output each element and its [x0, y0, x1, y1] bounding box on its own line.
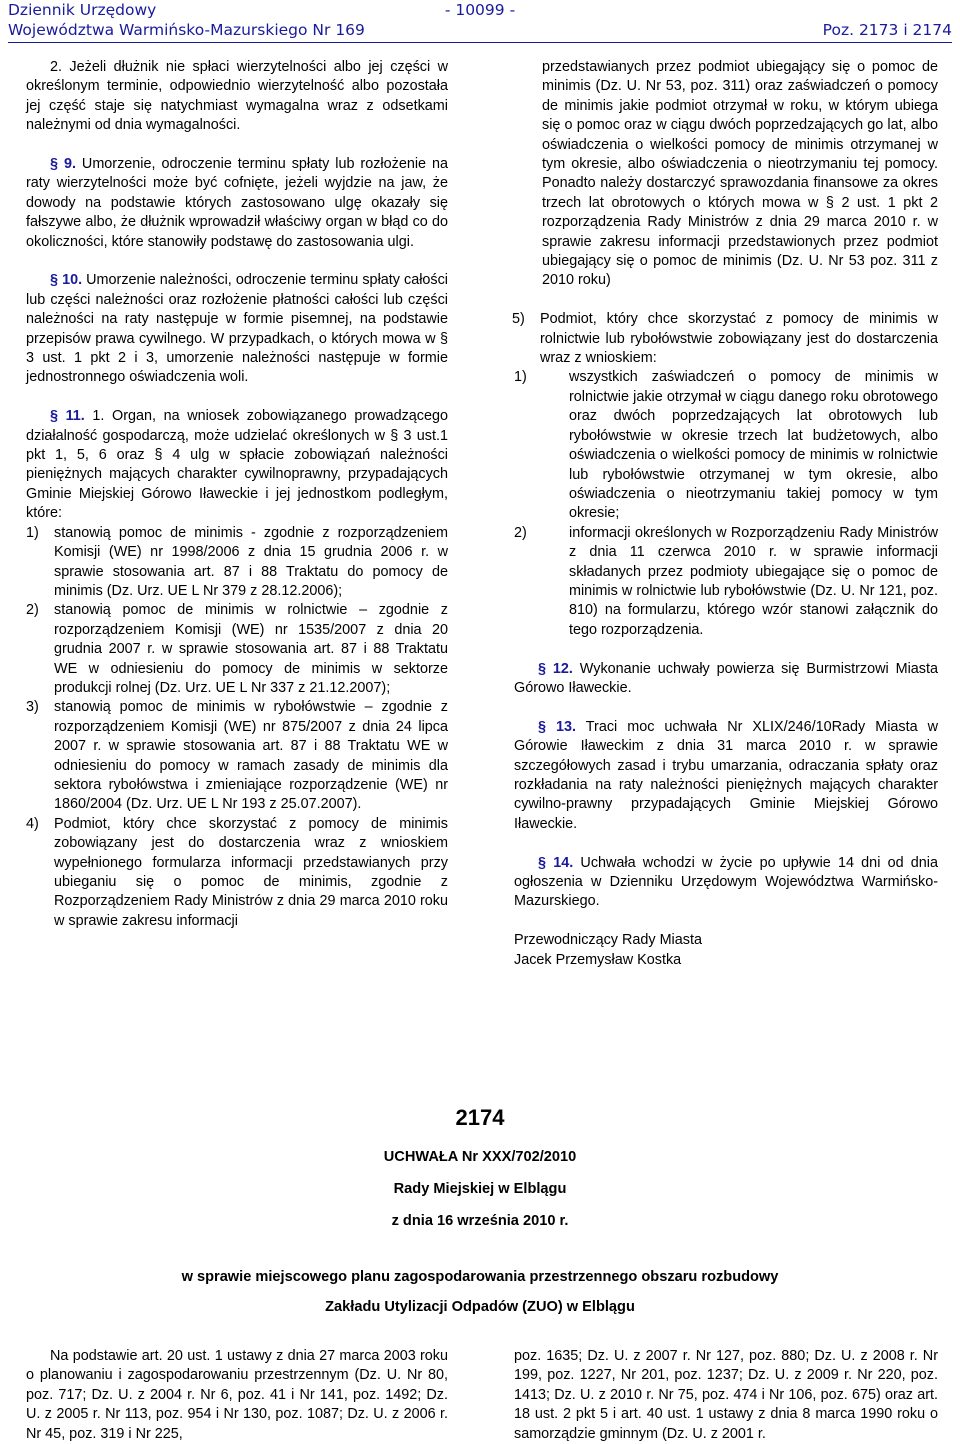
list-item-number: 4) — [26, 815, 39, 832]
sub-item-number: 2) — [514, 524, 527, 541]
list-item-text: stanowią pomoc de minimis - zgodnie z rozporządzeniem Komisji (WE) nr 1998/2006 z dnia 15 grudnia 2006 r. w sprawie stosowania art. 87 i 88 Traktatu do pomocy de minimis (Dz. Urz. UE L Nr 379 z 28.12.2006); — [54, 524, 448, 599]
list-item-5 — [514, 310, 938, 368]
section-12-text: Wykonanie uchwały powierza się Burmistrzowi Miasta Górowo Iławeckie. — [514, 660, 938, 696]
preamble-left: Na podstawie art. 20 ust. 1 ustawy z dnia 27 marca 2003 roku o planowaniu i zagospodarowaniu przestrzennym (Dz. U. Nr 80, poz. 717; Dz. U. z 2004 r. Nr 6, poz. 41 i Nr 141, poz. 1492; Dz. U. z 2005 r. Nr 113, poz. 954 i Nr 130, poz. 1087; Dz. U. z 2006 r. Nr 45, poz. 319 i Nr 225, — [26, 1348, 448, 1442]
bottom-left-column — [26, 1347, 448, 1444]
resolution-council: Rady Miejskiej w Elblągu — [393, 1181, 567, 1197]
list-item — [26, 524, 448, 602]
page-number: - 10099 - — [444, 1, 516, 19]
section-10-number: § 10. — [50, 272, 83, 289]
resolution-title: UCHWAŁA Nr XXX/702/2010 — [383, 1149, 577, 1165]
section-9-number: § 9. — [50, 156, 76, 173]
resolution-subject-line-1: w sprawie miejscowego planu zagospodarowania przestrzennego obszaru rozbudowy — [181, 1269, 779, 1285]
sub-item — [514, 368, 938, 523]
section-9 — [26, 155, 448, 252]
section-12-number: § 12. — [538, 660, 573, 677]
list-item-text: stanowią pomoc de minimis w rybołówstwie – zgodnie z rozporządzeniem Komisji (WE) nr 875/2007 z dnia 24 lipca 2007 r. w sprawie stosowania art. 87 i 88 Traktatu WE w odniesieniu do pomocy w ramach zasady de minimis dla sektora rybołówstwa i zmieniające rozporządzenie (WE) nr 1860/2004 (Dz. Urz. UE L Nr 193 z 25.07.2007). — [54, 699, 448, 813]
section-11-number: § 11. — [50, 408, 85, 425]
list-item-text: Podmiot, który chce skorzystać z pomocy de minimis w rolnictwie lub rybołówstwie zobowiązany jest do dostarczenia wraz z wnioskiem: — [540, 311, 938, 367]
list-item-number: 3) — [26, 699, 39, 716]
right-column — [514, 58, 938, 970]
signature-title: Przewodniczący Rady Miasta — [514, 932, 702, 949]
sub-item-text: informacji określonych w Rozporządzeniu Rady Ministrów z dnia 11 czerwca 2010 r. w sprawie informacji składanych przez podmioty ubiegające się o pomoc de minimis w rolnictwie lub rybołówstwie (Dz. U. Nr 121, poz. 810) na formularzu, którego wzór stanowi załącznik do tego rozporządzenia. — [569, 524, 938, 638]
list-item — [26, 698, 448, 814]
list-item — [26, 601, 448, 698]
section-10 — [26, 271, 448, 387]
journal-title: Dziennik Urzędowy — [8, 1, 157, 19]
page-header — [0, 0, 960, 44]
resolution-subject-line-2: Zakładu Utylizacji Odpadów (ZUO) w Elblągu — [325, 1299, 635, 1315]
bottom-right-column — [514, 1347, 938, 1444]
resolution-number: 2174 — [455, 1105, 505, 1130]
paragraph-2: 2. Jeżeli dłużnik nie spłaci wierzytelności albo jej części w określonym terminie, odpowiednio wierzytelność albo pozostała jej część staje się natychmiast wymagalna wraz z odsetkami należnymi od dnia wymagalności. — [26, 59, 448, 134]
voivodeship-issue: Województwa Warmińsko-Mazurskiego Nr 169 — [8, 21, 365, 39]
preamble-right: poz. 1635; Dz. U. z 2007 r. Nr 127, poz. 880; Dz. U. z 2008 r. Nr 199, poz. 1227, Nr 201, poz. 1237; Dz. U. z 2009 r. Nr 220, poz. 1413; Dz. U. z 2010 r. Nr 75, poz. 474 i Nr 106, poz. 675) oraz art. 18 ust. 2 pkt 5 i art. 40 ust. 1 ustawy z dnia 8 marca 1990 roku o samorządzie gminnym (Dz. U. z 2001 r. — [514, 1348, 938, 1442]
sub-item-number: 1) — [514, 369, 527, 386]
position-numbers: Poz. 2173 i 2174 — [822, 21, 952, 39]
resolution-date: z dnia 16 września 2010 r. — [391, 1213, 569, 1229]
section-14 — [514, 854, 938, 912]
left-column — [26, 58, 448, 931]
list-item-text: Podmiot, który chce skorzystać z pomocy de minimis zobowiązany jest do dostarczenia wraz z wnioskiem wypełnionego formularza informacji przedstawianych przy ubieganiu się o pomoc de minimis, zgodnie z Rozporządzeniem Rady Ministrów z dnia 29 marca 2010 roku w sprawie zakresu informacji — [54, 815, 448, 929]
section-13-text: Traci moc uchwała Nr XLIX/246/10Rady Miasta w Górowie Iławeckim z dnia 31 marca 2010 r. w sprawie szczegółowych zasad i trybu umarzania, odraczania spłaty oraz rozkładania na raty należności pieniężnych mających charakter cywilno-prawny przypadających Gminie Miejskiej Górowo Iławeckie. — [514, 718, 938, 832]
section-13-number: § 13. — [538, 718, 577, 735]
sub-item-text: wszystkich zaświadczeń o pomocy de minimis w rolnictwie jakie otrzymał w ciągu danego roku obrotowego oraz dwóch poprzedzających lat obrotowych lub rybołówstwie w okresie trzech lat budżetowych, albo oświadczenia o wielkości pomocy de minimis w rolnictwie lub rybołówstwie otrzymanej w tym okresie, albo oświadczenia o nieotrzymaniu takiej pomocy w tym okresie; — [569, 369, 938, 522]
section-14-number: § 14. — [538, 854, 574, 871]
section-14-text: Uchwała wchodzi w życie po upływie 14 dni od dnia ogłoszenia w Dzienniku Urzędowym Województwa Warmińsko-Mazurskiego. — [514, 854, 939, 910]
section-10-text: Umorzenie należności, odroczenie terminu spłaty całości lub części należności oraz rozłożenie płatności całości lub części należności na raty następuje w formie pisemnej, na podstawie przepisów prawa cywilnego. W przypadkach, o których mowa w § 3 ust. 1 pkt 2 i 3, umorzenie należności następuje w formie jednostronnego oświadczenia woli. — [26, 272, 449, 386]
list-item-text: stanowią pomoc de minimis w rolnictwie – zgodnie z rozporządzeniem Komisji (WE) nr 1535/2007 z dnia 20 grudnia 2007 r. w sprawie stosowania art. 87 i 88 Traktatu WE w odniesieniu do pomocy de minimis w sektorze produkcji rolnej (Dz. Urz. UE L Nr 337 z 21.12.2007); — [54, 602, 448, 696]
signature-name: Jacek Przemysław Kostka — [514, 951, 682, 968]
list-item-number: 5) — [512, 311, 525, 328]
section-13 — [514, 718, 938, 834]
sub-item — [514, 524, 938, 640]
section-11-text: 1. Organ, na wniosek zobowiązanego prowadzącego działalność gospodarczą, może udzielać określonych w § 3 ust.1 pkt 1, 5, 6 oraz § 4 ulg w spłacie zobowiązań należności pieniężnych mających charakter cywilnoprawny, przypadających Gminie Miejskiej Górowo Iławeckie i jej jednostkom podległym, które: — [26, 408, 448, 522]
section-9-text: Umorzenie, odroczenie terminu spłaty lub rozłożenie na raty wierzytelności może być cofnięte, jeżeli wyjdzie na jaw, że dowody na podstawie których zastosowano ulgę okazały się fałszywe albo, że dłużnik wprowadził właściwy organ w błąd co do okoliczności, które stanowiły podstawę do zastosowania ulgi. — [26, 156, 448, 250]
section-11 — [26, 407, 448, 523]
item-4-continuation: przedstawianych przez podmiot ubiegający się o pomoc de minimis (Dz. U. Nr 53, poz. 311) oraz zaświadczeń o pomocy de minimis jakie podmiot otrzymał w roku, w którym ubiega się o pomoc oraz w ciągu dwóch poprzedzających go lat, albo oświadczenia o wielkości pomocy de minimis otrzymanej w tym okresie, albo oświadczenia o nieotrzymaniu tej pomocy. Ponadto należy dostarczyć sprawozdania finansowe za okres trzech lat obrotowych o których mowa w § 2 ust. 1 pkt 2 rozporządzenia Rady Ministrów z dnia 29 marca 2010 r. w sprawie zakresu informacji przedstawionych przez podmiot ubiegający się o pomoc de minimis (Dz. U. Nr 53 poz. 311 z 2010 roku) — [542, 59, 938, 289]
list-item-number: 1) — [26, 524, 39, 541]
section-12 — [514, 660, 938, 699]
list-item-number: 2) — [26, 602, 39, 619]
list-item — [26, 815, 448, 931]
header-divider — [8, 42, 952, 43]
